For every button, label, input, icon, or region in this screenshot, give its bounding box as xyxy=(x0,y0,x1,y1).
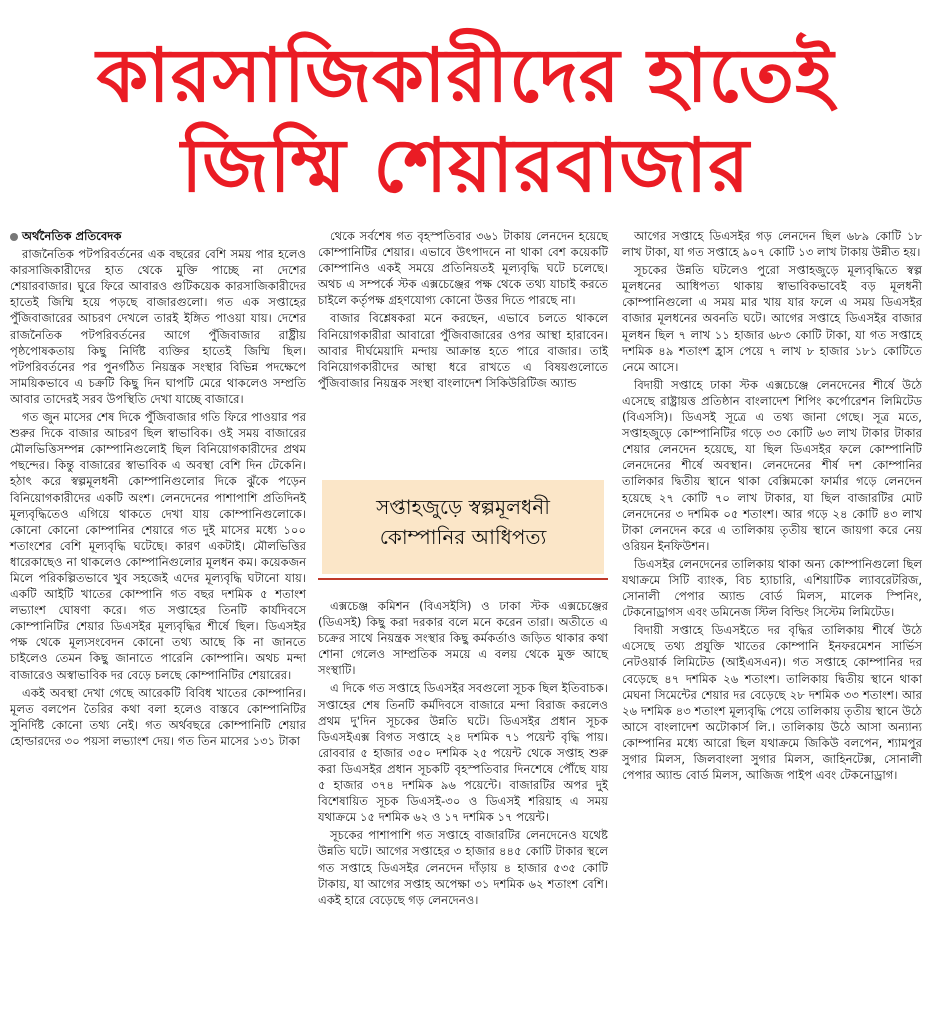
paragraph: সূচকের পাশাপাশি গত সপ্তাহে বাজারটির লেনদেনেও যথেষ্ট উন্নতি ঘটে। আগের সপ্তাহের ৩ হাজার ৪৪৫ কোটি টাকার স্থলে গত সপ্তাহে ডিএসইর লেনদেন দাঁড়ায় ৪ হাজার ৫৩৫ কোটি টাকায়, যা আগের সপ্তাহ অপেক্ষা ৩১ দশমিক ৬২ শতাংশ বেশি। একই হারে বেড়েছে গড় লেনদেনও। xyxy=(318,828,608,907)
paragraph: একই অবস্থা দেখা গেছে আরেকটি বিবিধ খাতের কোম্পানির। মূলত বলপেন তৈরির কথা বলা হলেও বাস্তবে কোম্পানিটির সুনির্দিষ্ট কোনো তথ্য নেই। গত অর্থবছরে কোম্পানিটি শেয়ার হোল্ডারদের ৩০ পয়সা লভ্যাংশ দেয়। গত তিন মাসের ১৩১ টাকা xyxy=(10,685,306,748)
pull-quote-line-2: কোম্পানির আধিপত্য xyxy=(379,525,547,549)
paragraph: বাজার বিশ্লেষকরা মনে করছেন, এভাবে চলতে থাকলে বিনিয়োগকারীরা আবারো পুঁজিবাজারের ওপর আস্থা হারাবেন। আবার দীর্ঘমেয়াদি মন্দায় আক্রান্ত হতে পারে বাজার। তাই বিনিয়োগকারীদের আস্থা ধরে রাখতে এ বিষয়গুলোতে পুঁজিবাজার নিয়ন্ত্রক সংস্থা বাংলাদেশ সিকিউরিটিজ অ্যান্ড xyxy=(318,311,608,390)
headline-line-2: জিম্মি শেয়ারবাজার xyxy=(181,123,750,209)
paragraph: এ দিকে গত সপ্তাহে ডিএসইর সবগুলো সূচক ছিল ইতিবাচক। সপ্তাহের শেষ তিনটি কর্মদিবসে বাজারে মন্দা বিরাজ করলেও প্রথম দু'দিন সূচকের উন্নতি ঘটে। ডিএসইর প্রধান সূচক ডিএসইএক্স বিগত সপ্তাহে ২৪ দশমিক ৭১ পয়েন্ট বৃদ্ধি পায়। রোববার ৫ হাজার ৩৫০ দশমিক ২৫ পয়েন্ট থেকে সপ্তাহ শুরু করা ডিএসইর প্রধান সূচকটি বৃহস্পতিবার দিনশেষে পৌঁছে যায় ৫ হাজার ৩৭৪ দশমিক ৯৬ পয়েন্টে। বাজারটির অপর দুই বিশেষায়িত সূচক ডিএসই-৩০ ও ডিএসই শরিয়াহ এ সময় যথাক্রমে ১৫ দশমিক ৬২ ও ১৭ দশমিক ১৭ পয়েন্ট। xyxy=(318,681,608,825)
pull-quote xyxy=(322,480,604,574)
paragraph: বিদায়ী সপ্তাহে ডিএসইতে দর বৃদ্ধির তালিকায় শীর্ষে উঠে এসেছে তথ্য প্রযুক্তি খাতের কোম্পানি ইনফরমেশন সার্ভিস নেটওয়ার্ক লিমিটেড (আইএসএন)। গত সপ্তাহে কোম্পানির দর বেড়েছে ৪৭ দশমিক ২৬ শতাংশ। তালিকায় দ্বিতীয় স্থানে থাকা মেঘনা সিমেন্টের শেয়ার দর বেড়েছে ২৮ দশমিক ৩৩ শতাংশ। আর ২৬ দশমিক ৪৩ শতাংশ মূল্যবৃদ্ধি পেয়ে তালিকায় তৃতীয় স্থানে উঠে আসে বাংলাদেশ অটোকার্স লি.। তালিকায় উঠে আসা অন্যান্য কোম্পানির মধ্যে আরো ছিল যথাক্রমে জিকিউ বলপেন, শ্যামপুর সুগার মিলস, জিলবাংলা সুগার মিলস, জাহিনটেক্স, সোনালী পেপার অ্যান্ড বোর্ড মিলস, আজিজ পাইপ এবং টেকনোড্রাগ। xyxy=(622,623,922,783)
byline-text: অর্থনৈতিক প্রতিবেদক xyxy=(22,229,122,243)
paragraph: রাজনৈতিক পটপরিবর্তনের এক বছরের বেশি সময় পার হলেও কারসাজিকারীদের হাত থেকে মুক্তি পাচ্ছে না দেশের শেয়ারবাজার। ঘুরে ফিরে আবারও গুটিকয়েক কারসাজিকারীদের হাতেই জিম্মি হয়ে পড়ছে বাজারগুলো। গত এক সপ্তাহের পুঁজিবাজারের আচরণ দেখলে তারই ইঙ্গিত পাওয়া যায়। দেশের রাজনৈতিক পটপরিবর্তনের আগে পুঁজিবাজার রাষ্ট্রীয় পৃষ্ঠপোষকতায় কিছু নির্দিষ্ট ব্যক্তির হাতেই জিম্মি ছিল। পটপরিবর্তনের পর পুনর্গঠিত নিয়ন্ত্রক সংস্থার বিভিন্ন পদক্ষেপে সাময়িকভাবে এ চক্রটি কিছু দিন ঘাপটি মেরে থাকলেও সম্প্রতি আবার তাদেরই সরব উপস্থিতি দেখা যাচ্ছে বাজারে। xyxy=(10,247,306,406)
paragraph: থেকে সর্বশেষ গত বৃহস্পতিবার ৩৬১ টাকায় লেনদেন হয়েছে কোম্পানিটির শেয়ার। এভাবে উৎপাদনে না থাকা বেশ কয়েকটি কোম্পানিও একই সময়ে প্রতিনিয়তই মূল্যবৃদ্ধি ঘটে চলেছে। অথচ এ সম্পর্কে স্টক এক্সচেঞ্জের পক্ষ থেকে তথ্য যাচাই করতে চাইলে কর্তৃপক্ষ গ্রহণযোগ্য কোনো উত্তর দিতে পারছে না। xyxy=(318,229,608,308)
divider xyxy=(318,578,608,580)
article-column-2-lower xyxy=(318,598,608,910)
paragraph: আগের সপ্তাহে ডিএসইর গড় লেনদেন ছিল ৬৮৯ কোটি ১৮ লাখ টাকা, যা গত সপ্তাহে ৯০৭ কোটি ১৩ লাখ টাকায় উন্নীত হয়। xyxy=(622,229,922,260)
paragraph: ডিএসইর লেনদেনের তালিকায় থাকা অন্য কোম্পানিগুলো ছিল যথাক্রমে সিটি ব্যাংক, বিচ হ্যাচারি, এশিয়াটিক ল্যাবরেটরিজ, সোনালী পেপার অ্যান্ড বোর্ড মিলস, মালেক স্পিনিং, টেকনোড্রাগস এবং ডমিনেজ স্টিল বিল্ডিং সিস্টেম লিমিটেড। xyxy=(622,556,922,620)
paragraph: গত জুন মাসের শেষ দিকে পুঁজিবাজার গতি ফিরে পাওয়ার পর শুরুর দিকে বাজার আচরণ ছিল স্বাভাবিক। ওই সময় বাজারের মৌলভিত্তিসম্পন্ন কোম্পানিগুলোই ছিল বিনিয়োগকারীদের প্রথম পছন্দের। কিন্তু বাজারের স্বাভাবিক এ অবস্থা বেশি দিন টেকেনি। হঠাৎ করে স্বল্পমূলধনী কোম্পানিগুলোর দিকে ঝুঁকে পড়েন বিনিয়োগকারীদের একটি অংশ। লেনদেনের পাশাপাশি প্রতিদিনই মূল্যবৃদ্ধিতেও এগিয়ে থাকতে দেখা যায় কোম্পানিগুলোকে। কোনো কোনো কোম্পানির শেয়ারে গত দুই মাসের মধ্যে ১০০ শতাংশের বেশি মূল্যবৃদ্ধি ঘটেছে। কারণ একটাই। মৌলভিত্তির ধারেকাছেও না থাকলেও কোম্পানিগুলোর মূলধন কম। কয়েকজন মিলে পরিকল্পিতভাবে খুব সহজেই এদের মূল্যবৃদ্ধি ঘটানো যায়। একটি আইটি খাতের কোম্পানি গত বছর দশমিক ৫ শতাংশ লভ্যাংশ ঘোষণা করে। গত সপ্তাহের তিনটি কার্যদিবসে কোম্পানিটির শেয়ার ডিএসইর মূল্যবৃদ্ধির শীর্ষে ছিল। ডিএসইর পক্ষ থেকে মূল্যসংবেদন কোনো তথ্য আছে কি না জানতে চাইলেও তেমন কিছু জানাতে পারেনি কোম্পানি। অথচ মন্দা বাজারেও অস্বাভাবিক দর বেড়ে চলছে কোম্পানিটির শেয়ারের। xyxy=(10,410,306,682)
byline xyxy=(10,228,306,244)
headline-line-1: কারসাজিকারীদের হাতেই xyxy=(96,33,835,119)
paragraph: বিদায়ী সপ্তাহে ঢাকা স্টক এক্সচেঞ্জে লেনদেনের শীর্ষে উঠে এসেছে রাষ্ট্রায়ত্ত প্রতিষ্ঠান বাংলাদেশ শিপিং কর্পোরেশন লিমিটেড (বিএসসি)। ডিএসই সূত্রে এ তথ্য জানা গেছে। সূত্র মতে, সপ্তাহজুড়ে কোম্পানিটির গড়ে ৩৩ কোটি ৬৩ লাখ টাকার টাকার শেয়ার লেনদেন হয়েছে, যা ছিল ডিএসইর ফলে কোম্পানিটি লেনদেনের শীর্ষে অবস্থান। লেনদেনের শীর্ষ দশ কোম্পানির তালিকার দ্বিতীয় স্থানে থাকা বেক্সিমকো ফার্মার গড়ে লেনদেন হয়েছে ২৭ কোটি ৭০ লাখ টাকার, যা ছিল বাজারটির মোট লেনদেনের ৩ দশমিক ০৫ শতাংশ। আর গড়ে ২৪ কোটি ৪৩ লাখ টাকা লেনদেন করে এ তালিকায় তৃতীয় স্থানে জায়গা করে নেয় ওরিয়ন ইনফিউশন। xyxy=(622,377,922,553)
paragraph: এক্সচেঞ্জ কমিশন (বিএসইসি) ও ঢাকা স্টক এক্সচেঞ্জের (ডিএসই) কিছু করা দরকার বলে মনে করেন তারা। অতীতে এ চক্রের সাথে নিয়ন্ত্রক সংস্থার কিছু কর্মকর্তাও জড়িত থাকার কথা শোনা গেলেও সাম্প্রতিক সময়ে এ বলয় থেকে মুক্ত আছে সংস্থাটি। xyxy=(318,599,608,678)
article-column-1 xyxy=(10,228,306,751)
bullet-icon xyxy=(10,233,18,241)
paragraph: সূচকের উন্নতি ঘটলেও পুরো সপ্তাহজুড়ে মূল্যবৃদ্ধিতে স্বল্প মূলধনের আধিপত্য থাকায় স্বাভাবিকভাবেই বড় মূলধনী কোম্পানিগুলো এ সময় মার খায় যার ফলে এ সময় ডিএসইর বাজার মূলধনের অবনতি ঘটে। আগের সপ্তাহে ডিএসইর বাজার মূলধন ছিল ৭ লাখ ১১ হাজার ৬৮৩ কোটি টাকা, যা গত সপ্তাহে দশমিক ৪৯ শতাংশ হ্রাস পেয়ে ৭ লাখ ৮ হাজার ১৮১ কোটিতে নেমে আসে। xyxy=(622,263,922,374)
pull-quote-line-1: সপ্তাহজুড়ে স্বল্পমূলধনী xyxy=(376,495,550,519)
article-column-3 xyxy=(622,228,922,785)
article-column-2 xyxy=(318,228,608,393)
